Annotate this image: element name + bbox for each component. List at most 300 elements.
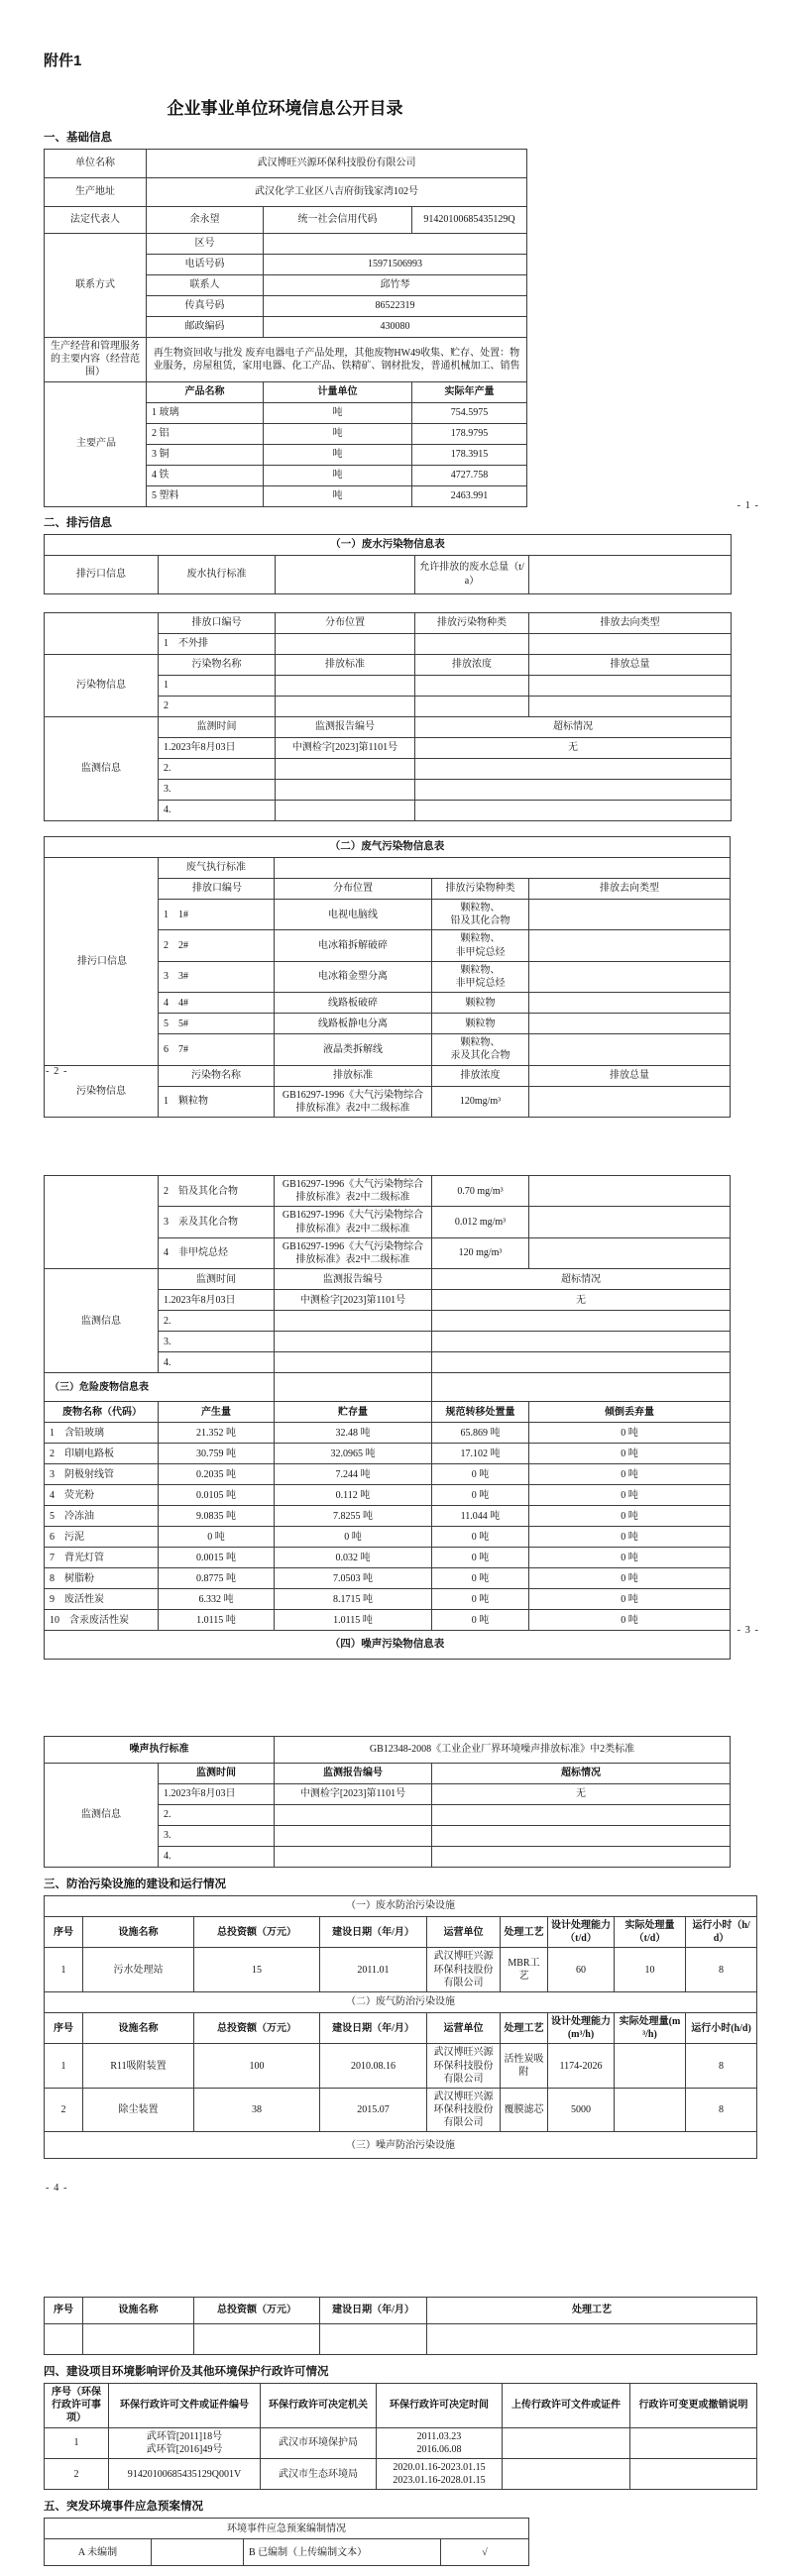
monitor-header: 监测报告编号 — [275, 1764, 432, 1784]
facilities-wg — [45, 1991, 757, 2132]
table-cell: 0.0015 吨 — [159, 1548, 275, 1568]
monitor-date: 3. — [159, 1826, 275, 1847]
monitor-date: 4. — [159, 1847, 275, 1868]
wastewater-table-title: （一）废水污染物信息表 — [45, 534, 732, 555]
table-cell: 0.112 吨 — [275, 1485, 432, 1506]
monitor-date: 1.2023年8月03日 — [159, 1784, 275, 1805]
empty-cell — [432, 1847, 731, 1868]
facility-header: 序号 — [45, 2012, 83, 2043]
contact-value: 15971506993 — [264, 255, 527, 275]
page-marker-1: - 1 - — [736, 500, 759, 511]
table-cell — [503, 2458, 630, 2489]
table-cell: 电视电脑线 — [275, 900, 432, 930]
table-cell: 1.0115 吨 — [275, 1610, 432, 1631]
noise-standard-label: 噪声执行标准 — [45, 1737, 275, 1764]
facility-header: 处理工艺 — [501, 1917, 548, 1948]
unit-name-label: 单位名称 — [45, 150, 147, 178]
hazwaste-table-title: （三）危险废物信息表 — [45, 1373, 275, 1402]
empty-cell — [432, 1805, 731, 1826]
facilities-noise-title: （三）噪声防治污染设施 — [45, 2132, 757, 2159]
production-address-value: 武汉化学工业区八吉府街钱家湾102号 — [147, 178, 527, 207]
emergency-option-a-label: A 未编制 — [45, 2539, 152, 2566]
wastegas-standard-label: 废气执行标准 — [159, 858, 275, 879]
pollutant-concentration: 120mg/m³ — [432, 1086, 529, 1117]
contact-value: 邱竹琴 — [264, 275, 527, 296]
table-cell: 5 塑料 — [147, 485, 264, 506]
facility-header: 设施名称 — [83, 2298, 194, 2324]
table-cell: 2010.08.16 — [320, 2044, 427, 2089]
page-5 — [44, 2297, 767, 2566]
permit-header: 环保行政许可决定机关 — [261, 2384, 377, 2428]
emergency-option-b-checkmark: √ — [441, 2539, 529, 2566]
table-row — [45, 2384, 757, 2428]
empty-cell — [529, 1207, 731, 1237]
empty-cell — [275, 858, 731, 879]
empty-cell — [276, 634, 415, 655]
table-cell: 0 吨 — [432, 1527, 529, 1548]
monitor-info-label: 监测信息 — [45, 1764, 159, 1868]
table-cell: 5 5# — [159, 1014, 275, 1034]
monitor-info-label: 监测信息 — [45, 1269, 159, 1373]
table-cell: 60 — [548, 1948, 615, 1992]
product-header-unit: 计量单位 — [264, 381, 412, 402]
contact-label: 联系方式 — [45, 234, 147, 338]
pollutant-standard: GB16297-1996《大气污染物综合排放标准》表2中二级标准 — [275, 1176, 432, 1207]
table-cell: 3 铜 — [147, 444, 264, 465]
empty-cell — [529, 1086, 731, 1117]
table-row — [45, 613, 732, 634]
table-cell: 178.9795 — [412, 423, 527, 444]
table-row — [45, 2132, 757, 2159]
section-heading-basic-info: 一、基础信息 — [44, 132, 112, 144]
table-cell: 0 吨 — [159, 1527, 275, 1548]
page-2 — [44, 612, 767, 1118]
table-cell: 2 — [45, 2458, 109, 2489]
table-row — [45, 1737, 731, 1764]
facility-header: 序号 — [45, 1917, 83, 1948]
table-cell: 0 吨 — [529, 1423, 731, 1444]
monitor-header: 监测时间 — [159, 1269, 275, 1290]
monitor-date: 2. — [159, 1311, 275, 1332]
table-cell: 7.0503 吨 — [275, 1568, 432, 1589]
facility-header: 设施名称 — [83, 1917, 194, 1948]
table-row — [45, 1991, 757, 2012]
monitor-exceed: 无 — [432, 1784, 731, 1805]
empty-cell — [432, 1373, 731, 1402]
facility-header: 设施名称 — [83, 2012, 194, 2043]
monitor-date: 1.2023年8月03日 — [159, 1290, 275, 1311]
table-row — [45, 858, 731, 879]
table-cell: 2015.07 — [320, 2088, 427, 2132]
hazwaste-header: 产生量 — [159, 1402, 275, 1423]
table-cell: 0.2035 吨 — [159, 1464, 275, 1485]
table-cell: 10 含汞废活性炭 — [45, 1610, 159, 1631]
main-products-label: 主要产品 — [45, 381, 147, 506]
monitor-header: 超标情况 — [415, 717, 732, 738]
table-cell: 吨 — [264, 444, 412, 465]
table-row — [45, 1568, 731, 1589]
facility-header: 建设日期（年/月） — [320, 2012, 427, 2043]
table-cell: 除尘装置 — [83, 2088, 194, 2132]
table-cell: 3 3# — [159, 961, 275, 992]
table-cell: 0 吨 — [529, 1610, 731, 1631]
empty-cell — [45, 613, 159, 655]
facility-header: 总投资额（万元） — [194, 2298, 320, 2324]
table-cell: 活性炭吸附 — [501, 2044, 548, 2089]
table-cell: 2011.03.23 2016.06.08 — [377, 2427, 503, 2458]
monitor-header: 监测时间 — [159, 717, 276, 738]
table-cell: 吨 — [264, 423, 412, 444]
section-heading-emergency: 五、突发环境事件应急预案情况 — [44, 2501, 203, 2514]
pollutant-info-label: 污染物信息 — [45, 1065, 159, 1117]
empty-cell — [276, 801, 415, 821]
noise-table — [44, 1736, 731, 1868]
pollutant-row-num: 2 — [159, 697, 276, 717]
permit-header: 环保行政许可决定时间 — [377, 2384, 503, 2428]
table-cell: 1174-2026 — [548, 2044, 615, 2089]
table-cell: 2020.01.16-2023.01.15 2023.01.16-2028.01.15 — [377, 2458, 503, 2489]
empty-cell — [276, 697, 415, 717]
facility-header: 总投资额（万元） — [194, 2012, 320, 2043]
pollutant-header: 污染物名称 — [159, 1065, 275, 1086]
monitor-report-no: 中测检字[2023]第1101号 — [275, 1290, 432, 1311]
table-row — [45, 2012, 757, 2043]
table-cell: 0.0105 吨 — [159, 1485, 275, 1506]
table-cell: 电冰箱拆解破碎 — [275, 930, 432, 961]
contact-key: 电话号码 — [147, 255, 264, 275]
table-cell — [630, 2427, 757, 2458]
pollutant-concentration: 120 mg/m³ — [432, 1237, 529, 1268]
permits-rows — [45, 2384, 757, 2490]
page-1 — [44, 50, 767, 594]
facilities-table — [44, 1895, 757, 2159]
table-cell: 0 吨 — [529, 1444, 731, 1464]
empty-cell — [415, 697, 529, 717]
facilities-ww — [45, 1896, 757, 1992]
table-cell: 0 吨 — [529, 1568, 731, 1589]
table-cell: 30.759 吨 — [159, 1444, 275, 1464]
pollutant-header: 排放标准 — [276, 655, 415, 676]
outlet-header: 分布位置 — [275, 879, 432, 900]
empty-cell — [529, 676, 732, 697]
table-cell: 1 — [45, 2427, 109, 2458]
table-row — [45, 234, 527, 255]
table-cell: 吨 — [264, 402, 412, 423]
hazwaste-header: 规范转移处置量 — [432, 1402, 529, 1423]
table-row — [45, 1373, 731, 1402]
table-cell: 1 玻璃 — [147, 402, 264, 423]
empty-cell — [275, 1805, 432, 1826]
table-cell: 9.0835 吨 — [159, 1506, 275, 1527]
table-cell: 8 — [686, 2088, 757, 2132]
hazwaste-header: 倾倒丢弃量 — [529, 1402, 731, 1423]
table-row — [45, 2044, 757, 2089]
table-cell: 6 污泥 — [45, 1527, 159, 1548]
facilities-ww-title: （一）废水防治污染设施 — [45, 1896, 757, 1917]
table-cell: 6 7# — [159, 1034, 275, 1065]
monitor-header: 超标情况 — [432, 1269, 731, 1290]
credit-code-value: 91420100685435129Q — [412, 207, 527, 234]
facility-header: 设计处理能力(m³/h) — [548, 2012, 615, 2043]
table-row — [45, 207, 527, 234]
table-cell: 颗粒物、 铅及其化合物 — [432, 900, 529, 930]
table-cell — [529, 930, 731, 961]
table-cell: 754.5975 — [412, 402, 527, 423]
pollutant-standard: GB16297-1996《大气污染物综合排放标准》表2中二级标准 — [275, 1086, 432, 1117]
table-cell: 0 吨 — [432, 1485, 529, 1506]
table-row — [45, 534, 732, 555]
legal-rep-value: 余永望 — [147, 207, 264, 234]
table-row — [45, 1506, 731, 1527]
permit-header: 行政许可变更或撤销说明 — [630, 2384, 757, 2428]
wastegas-table-title: （二）废气污染物信息表 — [45, 837, 731, 858]
table-cell: 液晶类拆解线 — [275, 1034, 432, 1065]
legal-rep-label: 法定代表人 — [45, 207, 147, 234]
table-row — [45, 1631, 731, 1660]
emergency-table — [44, 2518, 529, 2566]
table-cell — [529, 900, 731, 930]
credit-code-label: 统一社会信用代码 — [264, 207, 412, 234]
pollutant-row-num: 1 — [159, 676, 276, 697]
table-cell: 线路板静电分离 — [275, 1014, 432, 1034]
table-row — [45, 1589, 731, 1610]
wastegas-table — [44, 836, 731, 1118]
table-cell — [615, 2088, 686, 2132]
monitor-date: 3. — [159, 780, 276, 801]
table-row — [45, 1464, 731, 1485]
contact-key: 区号 — [147, 234, 264, 255]
table-cell: 2463.991 — [412, 485, 527, 506]
page-marker-4: - 4 - — [46, 2183, 68, 2194]
allowed-total-label: 允许排放的废水总量（t/a） — [415, 555, 529, 593]
table-cell — [615, 2044, 686, 2089]
table-cell: 2 — [45, 2088, 83, 2132]
table-cell — [529, 961, 731, 992]
table-cell: 1 — [45, 2044, 83, 2089]
table-cell: 11.044 吨 — [432, 1506, 529, 1527]
noise-table-title: （四）噪声污染物信息表 — [45, 1631, 731, 1660]
page-4 — [44, 1736, 767, 2159]
permit-header: 环保行政许可文件或证件编号 — [109, 2384, 261, 2428]
table-cell: 吨 — [264, 485, 412, 506]
table-cell: 污水处理站 — [83, 1948, 194, 1992]
facility-header: 实际处理量(m³/h) — [615, 2012, 686, 2043]
table-row — [45, 178, 527, 207]
table-cell: 线路板破碎 — [275, 993, 432, 1014]
empty-cell — [275, 1311, 432, 1332]
table-cell: 2 印刷电路板 — [45, 1444, 159, 1464]
empty-cell — [415, 759, 732, 780]
table-row — [45, 1269, 731, 1290]
table-row — [45, 1444, 731, 1464]
pollutant-name: 2 铅及其化合物 — [159, 1176, 275, 1207]
production-address-label: 生产地址 — [45, 178, 147, 207]
outlet-info-label: 排污口信息 — [45, 858, 159, 1066]
empty-cell — [432, 1826, 731, 1847]
page-marker-2: - 2 - — [46, 1066, 68, 1077]
table-row — [45, 1610, 731, 1631]
table-cell: MBR工艺 — [501, 1948, 548, 1992]
table-row — [45, 1402, 731, 1423]
hazwaste-header: 贮存量 — [275, 1402, 432, 1423]
monitor-exceed: 无 — [415, 738, 732, 759]
wastewater-table-p1 — [44, 534, 732, 594]
empty-cell — [194, 2324, 320, 2355]
emergency-option-a-value — [152, 2539, 244, 2566]
table-cell: 8 — [686, 2044, 757, 2089]
table-cell: 2 2# — [159, 930, 275, 961]
table-cell: 21.352 吨 — [159, 1423, 275, 1444]
doc-title: 企业事业单位环境信息公开目录 — [167, 99, 403, 118]
empty-cell — [275, 1352, 432, 1373]
permit-header: 序号（环保行政许可事项） — [45, 2384, 109, 2428]
table-cell: 0 吨 — [432, 1464, 529, 1485]
page-marker-3: - 3 - — [736, 1625, 759, 1636]
table-row — [45, 2427, 757, 2458]
outlet-header: 排放污染物种类 — [415, 613, 529, 634]
table-cell: 武汉市环境保护局 — [261, 2427, 377, 2458]
empty-cell — [276, 759, 415, 780]
empty-cell — [275, 1373, 432, 1402]
table-cell: 3 阴极射线管 — [45, 1464, 159, 1485]
table-cell — [529, 993, 731, 1014]
table-cell: 4 铁 — [147, 465, 264, 485]
table-row — [45, 837, 731, 858]
table-cell: 6.332 吨 — [159, 1589, 275, 1610]
empty-cell — [432, 1332, 731, 1352]
basic-info-table — [44, 149, 527, 507]
wastewater-standard-label: 废水执行标准 — [159, 555, 276, 593]
table-cell: 0 吨 — [432, 1548, 529, 1568]
empty-cell — [275, 1332, 432, 1352]
monitor-report-no: 中测检字[2023]第1101号 — [275, 1784, 432, 1805]
table-cell — [503, 2427, 630, 2458]
table-cell: 100 — [194, 2044, 320, 2089]
table-cell: 电冰箱金塑分离 — [275, 961, 432, 992]
table-cell: 颗粒物、 非甲烷总烃 — [432, 961, 529, 992]
table-cell: 吨 — [264, 465, 412, 485]
table-cell: 8 — [686, 1948, 757, 1992]
empty-cell — [275, 1847, 432, 1868]
wastegas-table-continued — [44, 1175, 731, 1660]
hazwaste-header: 废物名称（代码） — [45, 1402, 159, 1423]
table-cell: 颗粒物、 非甲烷总烃 — [432, 930, 529, 961]
table-cell: 0 吨 — [432, 1568, 529, 1589]
table-cell: 0 吨 — [529, 1464, 731, 1485]
table-cell: 91420100685435129Q001V — [109, 2458, 261, 2489]
table-cell: 武汉博旺兴源环保科技股份有限公司 — [427, 2044, 501, 2089]
outlet-header: 排放污染物种类 — [432, 879, 529, 900]
outlet-header: 排放口编号 — [159, 613, 276, 634]
table-row — [45, 2298, 757, 2324]
wastewater-table-continued — [44, 612, 732, 821]
contact-key: 传真号码 — [147, 296, 264, 317]
table-cell: 7.8255 吨 — [275, 1506, 432, 1527]
products-rows — [45, 381, 527, 506]
facility-header: 总投资额（万元） — [194, 1917, 320, 1948]
table-cell: 0 吨 — [432, 1589, 529, 1610]
product-header-name: 产品名称 — [147, 381, 264, 402]
table-row — [45, 2519, 529, 2539]
table-cell: 17.102 吨 — [432, 1444, 529, 1464]
outlet-row-name: 1 不外排 — [159, 634, 276, 655]
table-cell — [529, 1034, 731, 1065]
facility-header: 序号 — [45, 2298, 83, 2324]
contact-key: 邮政编码 — [147, 317, 264, 338]
facilities-wg-title: （二）废气防治污染设施 — [45, 1991, 757, 2012]
table-cell: 0.032 吨 — [275, 1548, 432, 1568]
table-cell: 178.3915 — [412, 444, 527, 465]
table-row — [45, 1065, 731, 1086]
table-cell: 32.0965 吨 — [275, 1444, 432, 1464]
table-row — [45, 1527, 731, 1548]
table-cell: 4 荧光粉 — [45, 1485, 159, 1506]
table-cell: 2011.01 — [320, 1948, 427, 1992]
table-cell: 5 冷冻油 — [45, 1506, 159, 1527]
pollutant-header: 排放总量 — [529, 1065, 731, 1086]
empty-cell — [276, 676, 415, 697]
pollutant-name: 3 汞及其化合物 — [159, 1207, 275, 1237]
section-heading-discharge: 二、排污信息 — [44, 516, 112, 529]
section-heading-facilities: 三、防治污染设施的建设和运行情况 — [44, 1878, 226, 1890]
facility-header: 运营单位 — [427, 1917, 501, 1948]
table-row — [45, 338, 527, 382]
facilities-noise-table — [44, 2297, 757, 2355]
table-cell: 38 — [194, 2088, 320, 2132]
contact-value — [264, 234, 527, 255]
facility-header: 建设日期（年/月） — [320, 1917, 427, 1948]
table-row — [45, 1764, 731, 1784]
pollutant-info-label: 污染物信息 — [45, 655, 159, 717]
table-row — [45, 717, 732, 738]
outlet-header: 排放去向类型 — [529, 613, 732, 634]
table-row — [45, 555, 732, 593]
basic-top-rows — [45, 150, 527, 234]
table-row — [45, 2088, 757, 2132]
monitor-date: 3. — [159, 1332, 275, 1352]
table-cell: 颗粒物 — [432, 1014, 529, 1034]
table-cell: 武汉博旺兴源环保科技股份有限公司 — [427, 2088, 501, 2132]
empty-cell — [427, 2324, 757, 2355]
empty-cell — [415, 780, 732, 801]
product-header-output: 实际年产量 — [412, 381, 527, 402]
wastegas-outlet-rows — [45, 858, 731, 1066]
table-cell — [529, 1014, 731, 1034]
facility-header: 建设日期（年/月） — [320, 2298, 427, 2324]
pollutant-header: 排放标准 — [275, 1065, 432, 1086]
monitor-exceed: 无 — [432, 1290, 731, 1311]
monitor-header: 监测报告编号 — [275, 1269, 432, 1290]
table-cell: 5000 — [548, 2088, 615, 2132]
empty-cell — [276, 555, 415, 593]
table-row — [45, 1485, 731, 1506]
monitor-date: 4. — [159, 1352, 275, 1373]
outlet-header: 排放去向类型 — [529, 879, 731, 900]
table-cell: 颗粒物 — [432, 993, 529, 1014]
table-cell: 32.48 吨 — [275, 1423, 432, 1444]
facility-header: 运行小时（h/d） — [686, 1917, 757, 1948]
wastegas-pollutant-rows — [45, 1065, 731, 1117]
table-row — [45, 655, 732, 676]
table-cell: 0 吨 — [432, 1610, 529, 1631]
pollutant-header: 排放总量 — [529, 655, 732, 676]
table-cell: 1 1# — [159, 900, 275, 930]
table-row — [45, 1423, 731, 1444]
pollutant-header: 排放浓度 — [432, 1065, 529, 1086]
table-cell: 颗粒物、 汞及其化合物 — [432, 1034, 529, 1065]
business-scope-value: 再生物资回收与批发 废弃电器电子产品处理，其他废物HW49收集、贮存、处置：物业服务，房屋租赁，家用电器、化工产品、铁精矿、钢材批发，普通机械加工、销售 — [147, 338, 527, 382]
table-row — [45, 1948, 757, 1992]
